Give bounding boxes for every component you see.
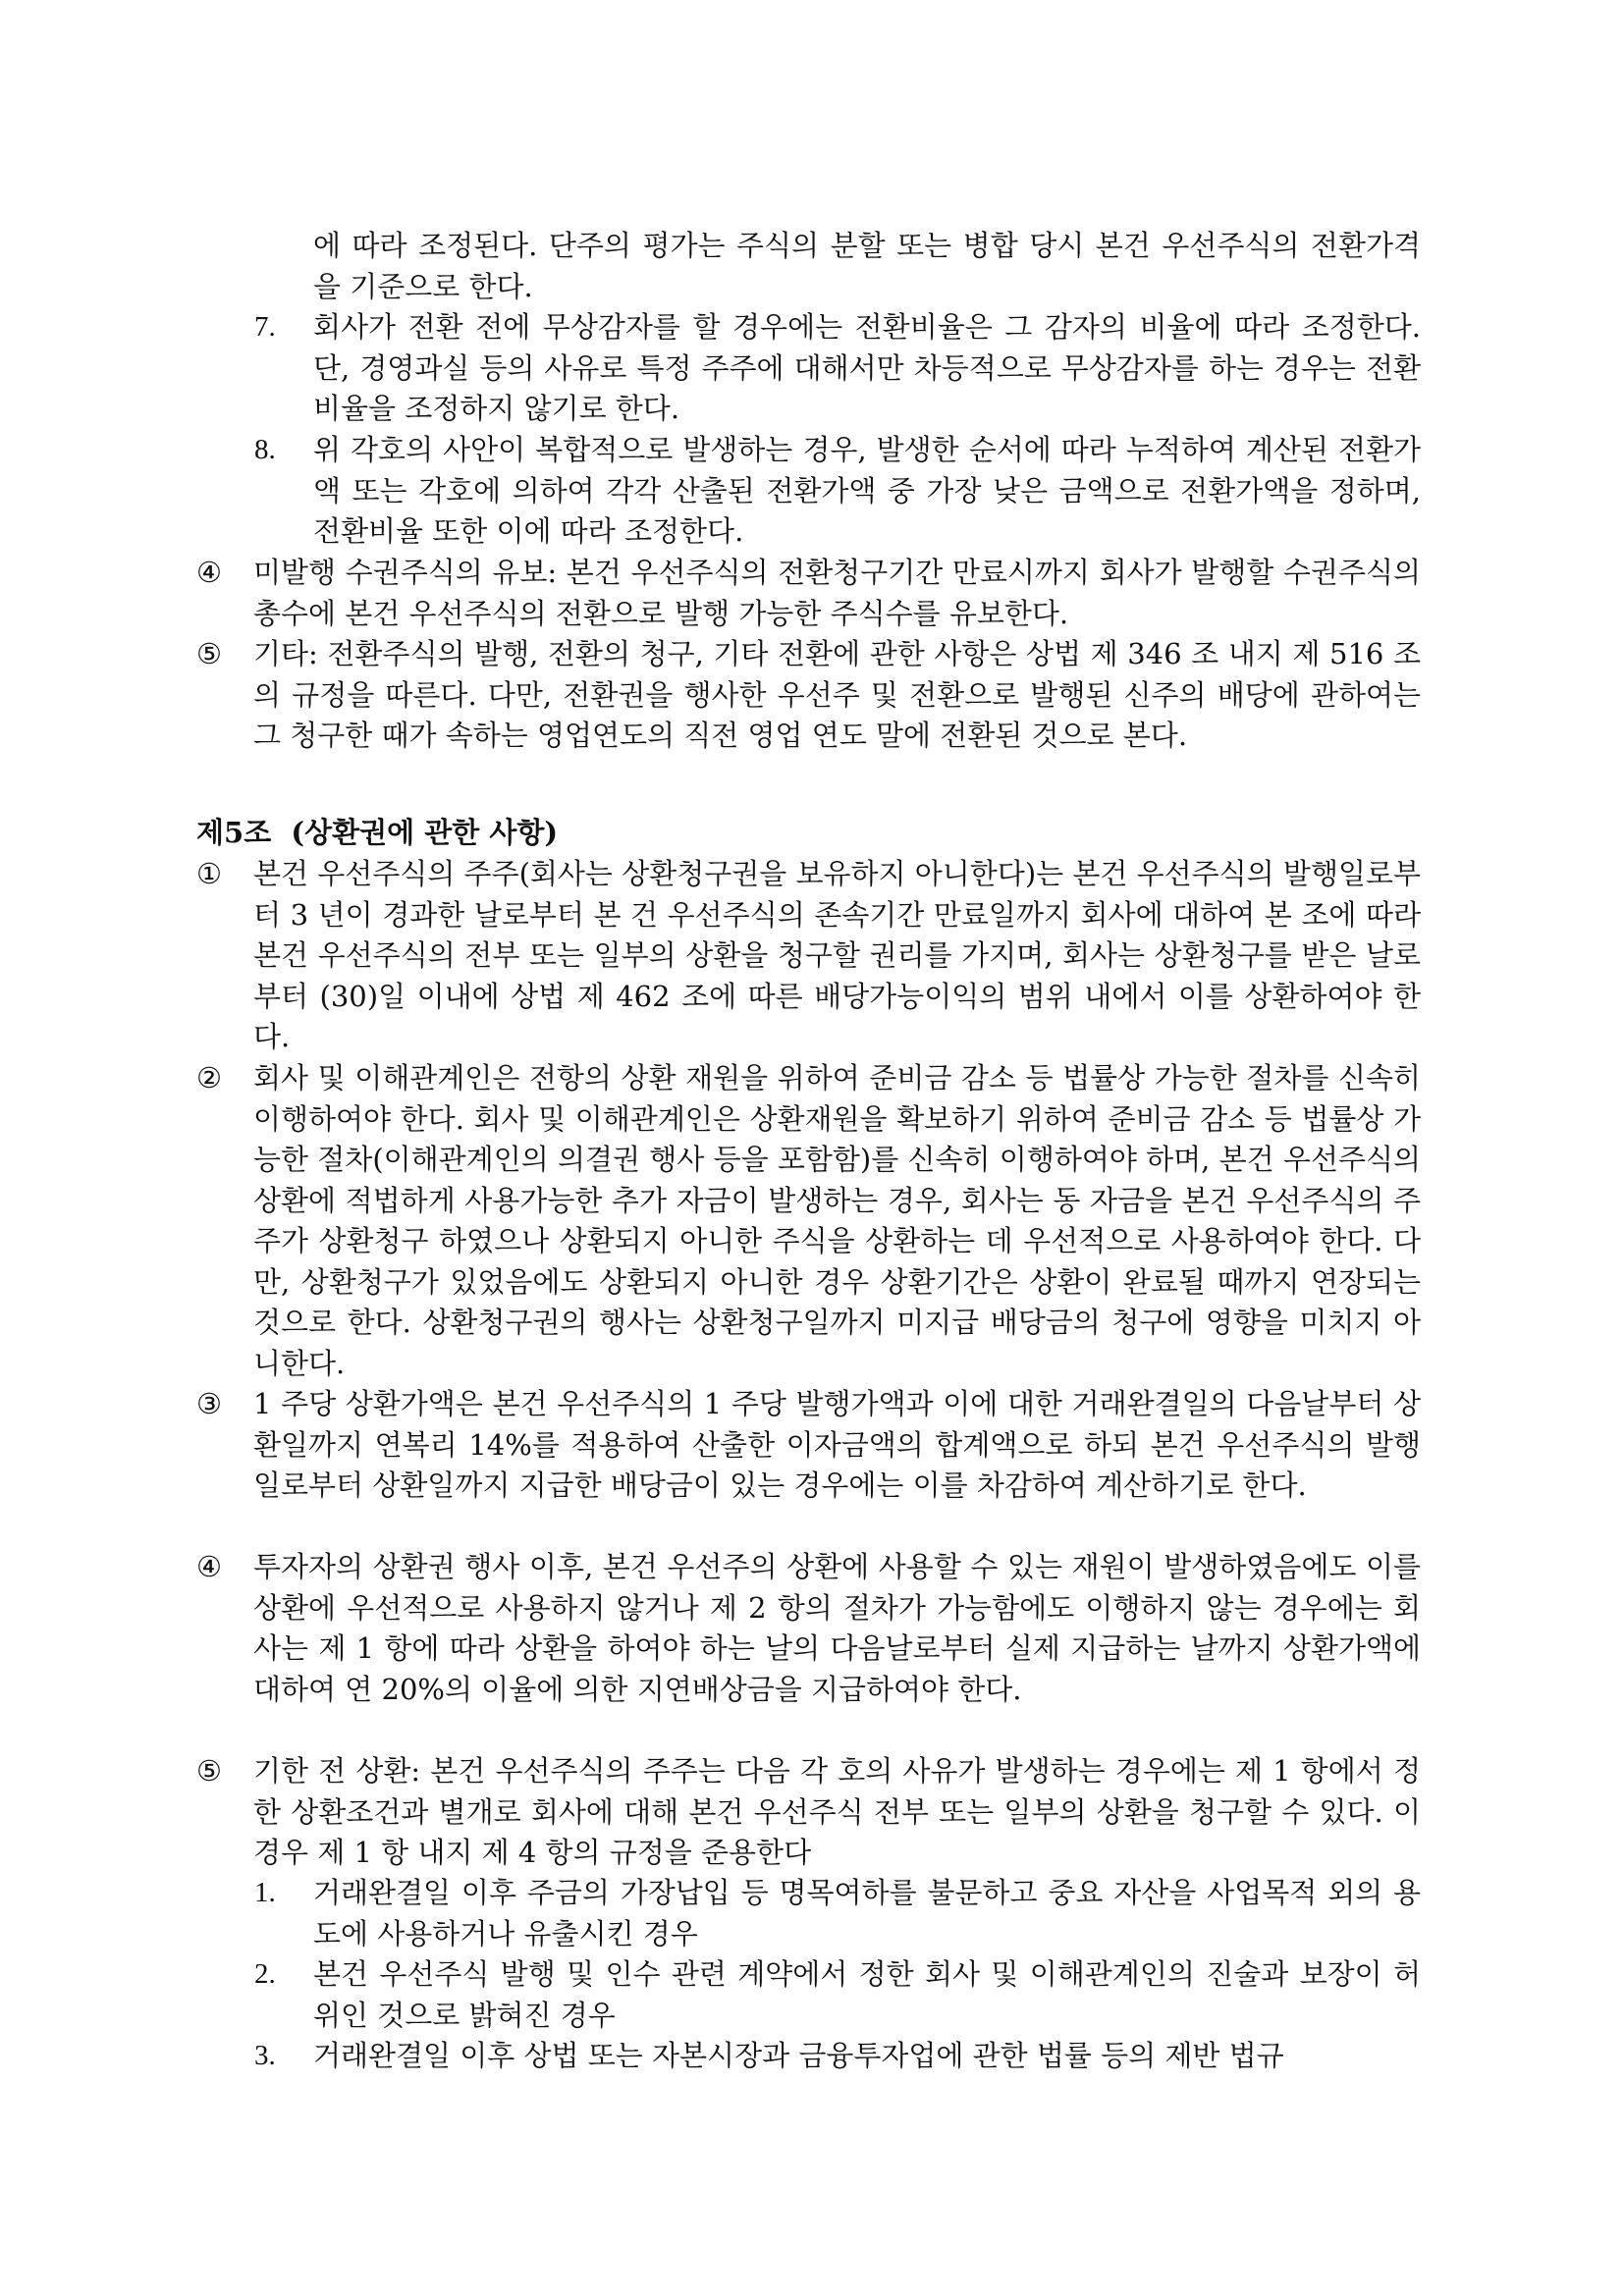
item-number: 7. <box>254 311 276 343</box>
clause-mark: ③ <box>196 1387 222 1420</box>
item-text: 거래완결일 이후 주금의 가장납입 등 명목여하를 불문하고 중요 자산을 사업목적 외의 용도에 사용하거나 유출시킨 경우 <box>313 1876 1421 1950</box>
early-redemption-item-1 <box>254 1873 1421 1954</box>
clause-text: 본건 우선주식의 주주(회사는 상환청구권을 보유하지 아니한다)는 본건 우선주식의 발행일로부터 3 년이 경과한 날로부터 본 건 우선주식의 존속기간 만료일까지 회사에 대하여 본 조에 따라 본건 우선주식의 전부 또는 일부의 상환을 청구할 권리를 가지며, 회사는 상환청구를 받은 날로부터 (30)일 이내에 상법 제 462 조에 따른 배당가능이익의 범위 내에서 이를 상환하여야 한다. <box>253 857 1421 1053</box>
clause-text: 1 주당 상환가액은 본건 우선주식의 1 주당 발행가액과 이에 대한 거래완결일의 다음날부터 상환일까지 연복리 14%를 적용하여 산출한 이자금액의 합계액으로 하되 본건 우선주식의 발행일로부터 상환일까지 지급한 배당금이 있는 경우에는 이를 차감하여 계산하기로 한다. <box>253 1387 1421 1502</box>
item-text: 본건 우선주식 발행 및 인수 관련 계약에서 정한 회사 및 이해관계인의 진술과 보장이 허위인 것으로 밝혀진 경우 <box>313 1957 1421 2032</box>
clause-mark: ② <box>196 1061 222 1095</box>
item-number: 3. <box>254 2040 276 2071</box>
clause-text: 회사 및 이해관계인은 전항의 상환 재원을 위하여 준비금 감소 등 법률상 가능한 절차를 신속히 이행하여야 한다. 회사 및 이해관계인은 상환재원을 확보하기 위하여 준비금 감소 등 법률상 가능한 절차(이해관계인의 의결권 행사 등을 포함함)를 신속히 이행하여야 하며, 본건 우선주식의 상환에 적법하게 사용가능한 추가 자금이 발생하는 경우, 회사는 동 자금을 본건 우선주식의 주주가 상환청구 하였으나 상환되지 아니한 주식을 상환하는 데 우선적으로 사용하여야 한다. 다만, 상환청구가 있었음에도 상환되지 아니한 경우 상환기간은 상환이 완료될 때까지 연장되는 것으로 한다. 상환청구권의 행사는 상환청구일까지 미지급 배당금의 청구에 영향을 미치지 아니한다. <box>253 1061 1421 1380</box>
redemption-clause-1 <box>196 854 1421 1058</box>
clause-text: 기타: 전환주식의 발행, 전환의 청구, 기타 전환에 관한 사항은 상법 제 346 조 내지 제 516 조의 규정을 따른다. 다만, 전환권을 행사한 우선주 및 전환으로 발행된 신주의 배당에 관하여는 그 청구한 때가 속하는 영업연도의 직전 영업 연도 말에 전환된 것으로 본다. <box>253 637 1421 752</box>
redemption-clause-4 <box>196 1547 1421 1710</box>
clause-mark: ① <box>196 857 222 890</box>
redemption-clause-2 <box>196 1058 1421 1384</box>
clause-text: 기한 전 상환: 본건 우선주식의 주주는 다음 각 호의 사유가 발생하는 경우에는 제 1 항에서 정한 상환조건과 별개로 회사에 대해 본건 우선주식 전부 또는 일부의 상환을 청구할 수 있다. 이 경우 제 1 항 내지 제 4 항의 규정을 준용한다 <box>253 1754 1421 1869</box>
clause-mark: ⑤ <box>196 637 222 670</box>
numbered-item-8 <box>254 430 1421 553</box>
item-text: 거래완결일 이후 상법 또는 자본시장과 금융투자업에 관한 법률 등의 제반 법규 <box>313 2039 1284 2072</box>
clause-mark: ④ <box>196 556 222 589</box>
item-text: 회사가 전환 전에 무상감자를 할 경우에는 전환비율은 그 감자의 비율에 따라 조정한다. 단, 경영과실 등의 사유로 특정 주주에 대해서만 차등적으로 무상감자를 하는 경우는 전환비율을 조정하지 않기로 한다. <box>313 310 1421 425</box>
item-number: 2. <box>254 1958 276 1990</box>
item-number: 8. <box>254 434 276 465</box>
clause-text: 투자자의 상환권 행사 이후, 본건 우선주의 상환에 사용할 수 있는 재원이 발생하였음에도 이를 상환에 우선적으로 사용하지 않거나 제 2 항의 절차가 가능함에도 이행하지 않는 경우에는 회사는 제 1 항에 따라 상환을 하여야 하는 날의 다음날로부터 실제 지급하는 날까지 상환가액에 대하여 연 20%의 이율에 의한 지연배상금을 지급하여야 한다. <box>253 1550 1421 1706</box>
numbered-item-7 <box>254 307 1421 430</box>
redemption-clause-5 <box>196 1751 1421 1874</box>
section-heading: 제5조 (상환권에 관한 사항) <box>196 816 559 849</box>
early-redemption-item-3 <box>254 2036 1421 2077</box>
clause-text: 미발행 수권주식의 유보: 본건 우선주식의 전환청구기간 만료시까지 회사가 발행할 수권주식의 총수에 본건 우선주식의 전환으로 발행 가능한 주식수를 유보한다. <box>253 556 1421 630</box>
item-6-continuation: 에 따라 조정된다. 단주의 평가는 주식의 분할 또는 병합 당시 본건 우선주식의 전환가격을 기준으로 한다. <box>313 229 1421 303</box>
conversion-clause-5 <box>196 634 1421 757</box>
conversion-clause-4 <box>196 553 1421 634</box>
clause-mark: ⑤ <box>196 1754 222 1788</box>
redemption-clause-3 <box>196 1384 1421 1507</box>
early-redemption-item-2 <box>254 1954 1421 2036</box>
clause-mark: ④ <box>196 1550 222 1583</box>
item-text: 위 각호의 사안이 복합적으로 발생하는 경우, 발생한 순서에 따라 누적하여 계산된 전환가액 또는 각호에 의하여 각각 산출된 전환가액 중 가장 낮은 금액으로 전환가액을 정하며, 전환비율 또한 이에 따라 조정한다. <box>313 433 1421 548</box>
item-number: 1. <box>254 1877 276 1908</box>
